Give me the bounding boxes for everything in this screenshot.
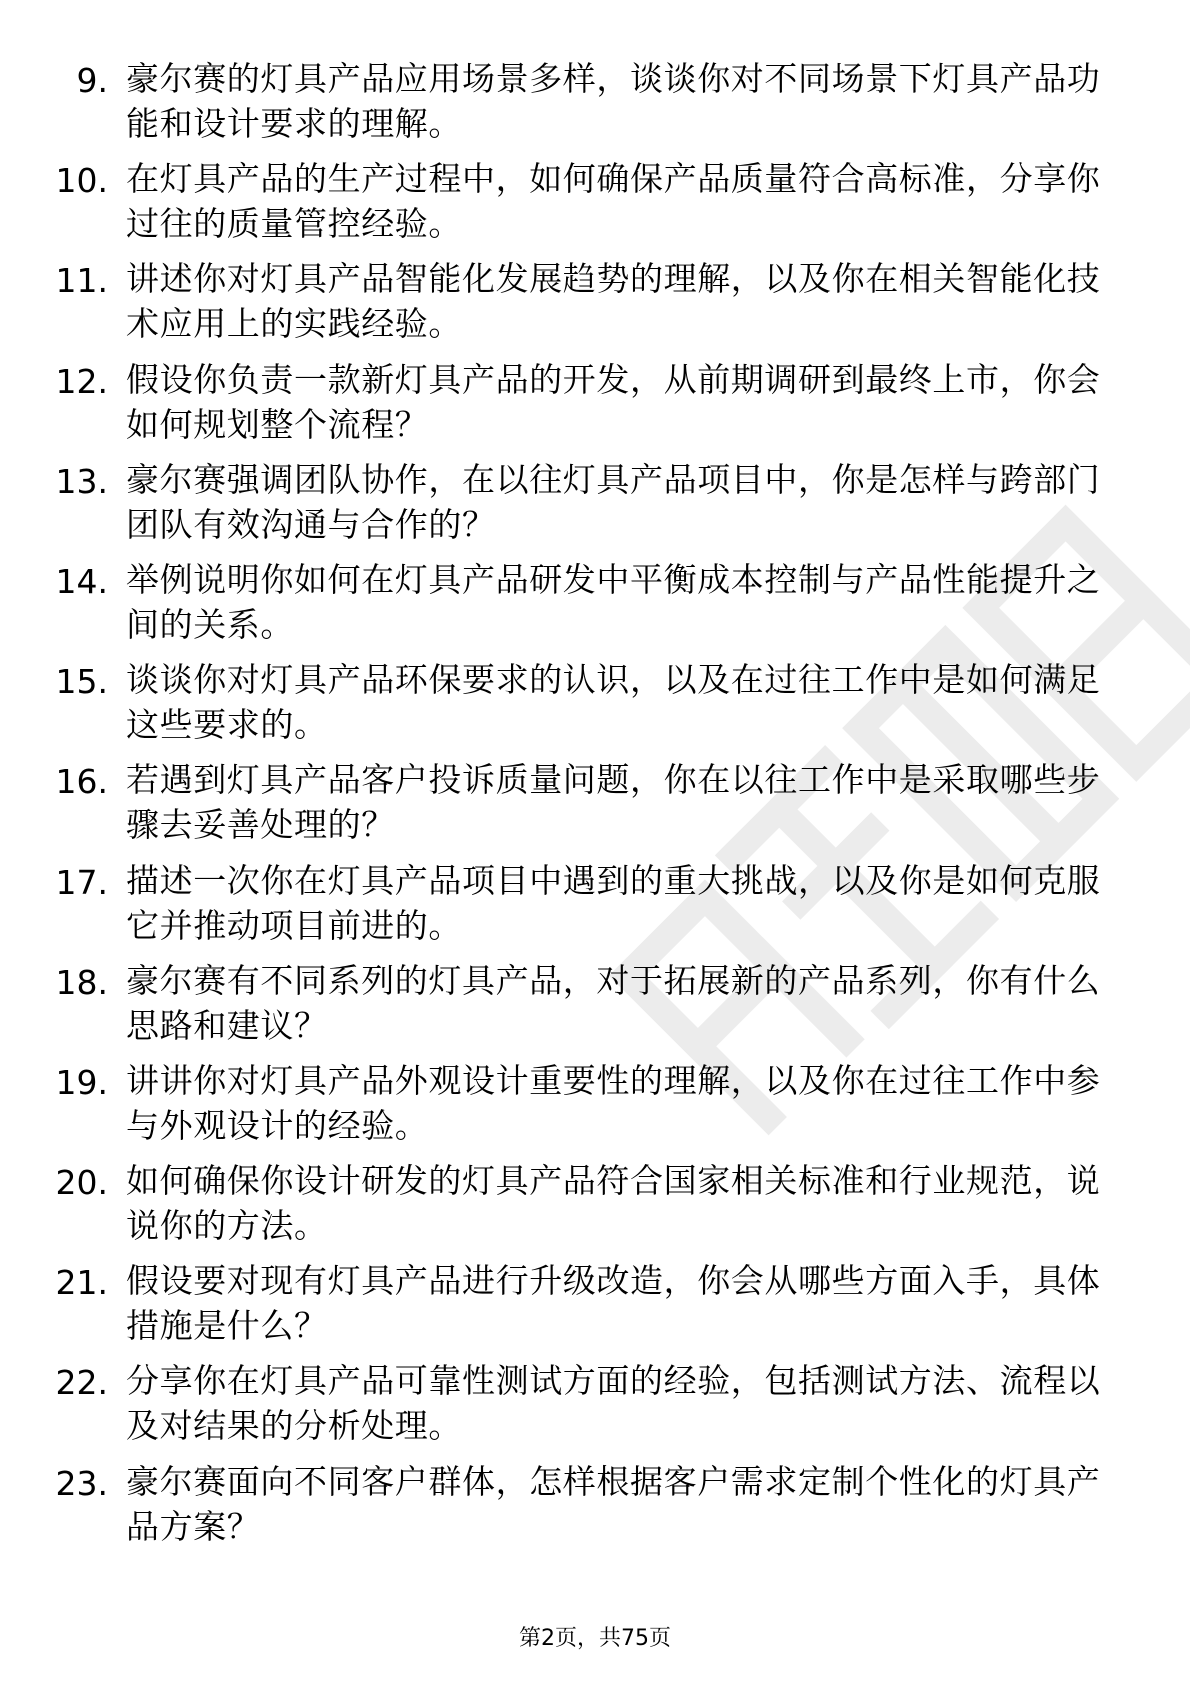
question-item <box>0 44 1190 144</box>
question-text: 豪尔赛面向不同客户群体，怎样根据客户需求定制个性化的灯具产品方案？ <box>126 1461 1101 1546</box>
question-number: 11. <box>55 261 108 301</box>
question-item <box>0 1346 1190 1446</box>
question-item <box>0 445 1190 545</box>
question-number: 10. <box>55 161 108 201</box>
question-number: 12. <box>55 361 108 401</box>
question-text: 豪尔赛强调团队协作，在以往灯具产品项目中，你是怎样与跨部门团队有效沟通与合作的？ <box>126 459 1101 544</box>
question-number: 19. <box>55 1062 108 1102</box>
question-item <box>0 1246 1190 1346</box>
question-item <box>0 144 1190 244</box>
question-text: 描述一次你在灯具产品项目中遇到的重大挑战，以及你是如何克服它并推动项目前进的。 <box>126 860 1101 945</box>
question-number: 20. <box>55 1163 108 1203</box>
page-number-label: 第2页，共75页 <box>519 1626 671 1651</box>
question-item <box>0 846 1190 946</box>
question-number: 9. <box>76 61 108 100</box>
question-number: 21. <box>55 1263 108 1303</box>
question-text: 豪尔赛有不同系列的灯具产品，对于拓展新的产品系列，你有什么思路和建议？ <box>126 960 1101 1045</box>
question-text: 谈谈你对灯具产品环保要求的认识，以及在过往工作中是如何满足这些要求的。 <box>126 660 1101 745</box>
question-item <box>0 745 1190 845</box>
page-footer <box>0 1624 1190 1654</box>
question-text: 若遇到灯具产品客户投诉质量问题，你在以往工作中是采取哪些步骤去妥善处理的？ <box>126 760 1101 845</box>
question-number: 18. <box>55 962 108 1002</box>
question-text: 如何确保你设计研发的灯具产品符合国家相关标准和行业规范，说说你的方法。 <box>126 1161 1101 1246</box>
question-number: 22. <box>55 1363 108 1403</box>
question-item <box>0 946 1190 1046</box>
question-text: 假设要对现有灯具产品进行升级改造，你会从哪些方面入手，具体措施是什么？ <box>126 1261 1101 1346</box>
question-text: 豪尔赛的灯具产品应用场景多样，谈谈你对不同场景下灯具产品功能和设计要求的理解。 <box>126 59 1101 143</box>
question-item <box>0 545 1190 645</box>
question-item <box>0 1447 1190 1547</box>
question-item <box>0 244 1190 344</box>
question-text: 在灯具产品的生产过程中，如何确保产品质量符合高标准，分享你过往的质量管控经验。 <box>126 159 1101 244</box>
question-item <box>0 1046 1190 1146</box>
question-number: 15. <box>55 662 108 702</box>
question-number: 14. <box>55 561 108 601</box>
question-text: 举例说明你如何在灯具产品研发中平衡成本控制与产品性能提升之间的关系。 <box>126 559 1101 644</box>
question-number: 17. <box>55 862 108 902</box>
question-item <box>0 345 1190 445</box>
question-text: 讲述你对灯具产品智能化发展趋势的理解，以及你在相关智能化技术应用上的实践经验。 <box>126 259 1101 344</box>
question-list <box>0 44 1190 1547</box>
question-text: 讲讲你对灯具产品外观设计重要性的理解，以及你在过往工作中参与外观设计的经验。 <box>126 1060 1101 1145</box>
question-text: 假设你负责一款新灯具产品的开发，从前期调研到最终上市，你会如何规划整个流程？ <box>126 359 1101 444</box>
question-number: 16. <box>55 762 108 802</box>
question-number: 23. <box>55 1463 108 1503</box>
question-item <box>0 645 1190 745</box>
question-text: 分享你在灯具产品可靠性测试方面的经验，包括测试方法、流程以及对结果的分析处理。 <box>126 1361 1101 1446</box>
question-number: 13. <box>55 461 108 501</box>
question-item <box>0 1146 1190 1246</box>
